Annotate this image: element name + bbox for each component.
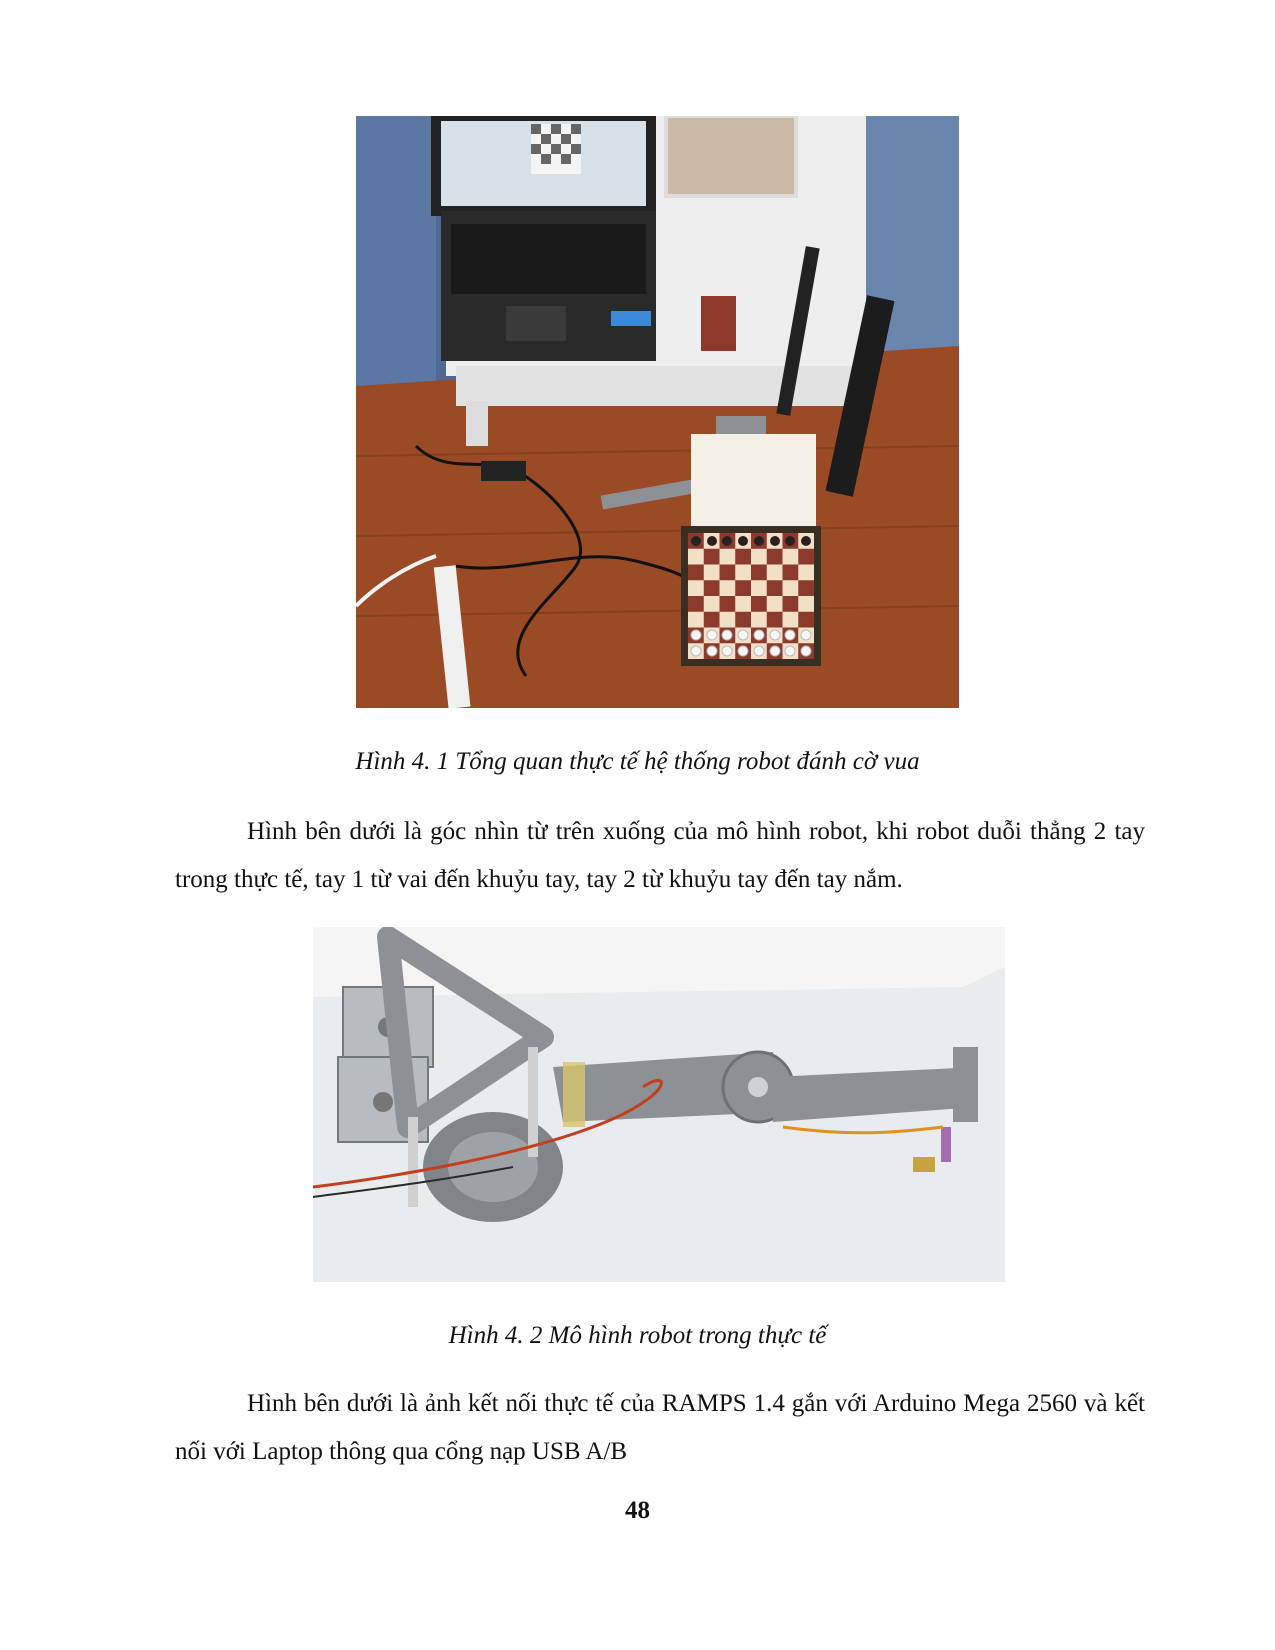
chessboard-squares [688,533,814,659]
figure-1-caption: Hình 4. 1 Tổng quan thực tế hệ thống robot đánh cờ vua [355,748,920,775]
paragraph-2-text: Hình bên dưới là ảnh kết nối thực tế của RAMPS 1.4 gắn với Arduino Mega 2560 và kết nối với Laptop thông qua cổng nạp USB A/B [175,1390,1145,1465]
robot-arm-photo [313,927,1005,1282]
paragraph-1 [175,808,1145,904]
paragraph-1-text: Hình bên dưới là góc nhìn từ trên xuống của mô hình robot, khi robot duỗi thẳng 2 tay trong thực tế, tay 1 từ vai đến khuỷu tay, tay 2 từ khuỷu tay đến tay nắm. [175,818,1145,893]
paragraph-2 [175,1380,1145,1476]
figure-2-caption: Hình 4. 2 Mô hình robot trong thực tế [448,1322,827,1349]
figure-1-photo [356,116,959,708]
figure-2-photo [313,927,1005,1282]
page-number: 48 [625,1497,650,1524]
chess-robot-system-photo [356,116,959,708]
